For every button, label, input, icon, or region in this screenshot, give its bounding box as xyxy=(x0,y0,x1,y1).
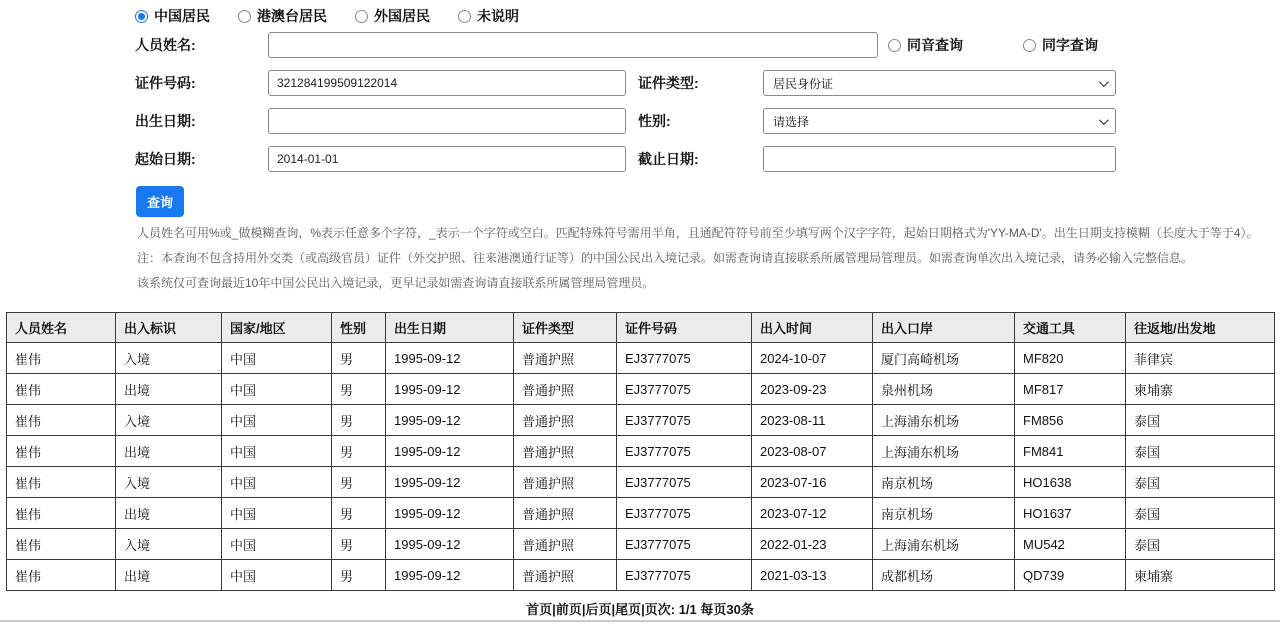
column-header: 证件类型 xyxy=(514,313,617,343)
table-cell: 中国 xyxy=(222,405,332,436)
table-cell: 出境 xyxy=(116,436,222,467)
gender-selected-value: 请选择 xyxy=(773,114,810,129)
table-cell: 泰国 xyxy=(1126,467,1275,498)
table-cell: 崔伟 xyxy=(7,467,116,498)
id-type-select[interactable] xyxy=(763,70,1116,96)
end-date-label: 截止日期: xyxy=(638,151,699,167)
table-cell: 2022-01-23 xyxy=(752,529,873,560)
gender-select[interactable] xyxy=(763,108,1116,134)
radio-label: 外国居民 xyxy=(374,8,430,24)
radio-label: 同字查询 xyxy=(1042,37,1098,53)
table-cell: 上海浦东机场 xyxy=(873,405,1015,436)
help-note-wildcard: 人员姓名可用%或_做模糊查询，%表示任意多个字符，_表示一个字符或空白。匹配特殊符号需用半角，且通配符符号前至少填写两个汉字字符，起始日期格式为'YY-MA-D'。出生日期支持模糊（长度大于等于4）。 xyxy=(137,226,1259,240)
table-cell: QD739 xyxy=(1015,560,1126,591)
table-cell: 男 xyxy=(332,374,386,405)
end-date-input[interactable] xyxy=(763,146,1116,172)
entry-exit-records-table xyxy=(6,312,1275,591)
table-cell: 上海浦东机场 xyxy=(873,529,1015,560)
radio-icon xyxy=(888,39,901,52)
table-cell: 1995-09-12 xyxy=(386,436,514,467)
table-cell: 普通护照 xyxy=(514,560,617,591)
table-cell: 崔伟 xyxy=(7,343,116,374)
table-header xyxy=(7,313,1275,343)
table-cell: 泰国 xyxy=(1126,436,1275,467)
column-header: 出入时间 xyxy=(752,313,873,343)
table-cell: 2023-07-12 xyxy=(752,498,873,529)
table-cell: 入境 xyxy=(116,467,222,498)
table-cell: 2021-03-13 xyxy=(752,560,873,591)
table-cell: 南京机场 xyxy=(873,467,1015,498)
table-cell: 中国 xyxy=(222,498,332,529)
pagination-separator: | xyxy=(641,602,645,617)
table-cell: 崔伟 xyxy=(7,560,116,591)
table-cell: 泰国 xyxy=(1126,498,1275,529)
table-row xyxy=(7,529,1275,560)
table-cell: 菲律宾 xyxy=(1126,343,1275,374)
person-name-input[interactable] xyxy=(268,32,878,58)
table-cell: 男 xyxy=(332,405,386,436)
pagination-link-3[interactable]: 尾页 xyxy=(615,602,642,617)
id-number-label: 证件号码: xyxy=(135,75,196,91)
page-bottom-divider xyxy=(0,620,1280,622)
table-cell: 1995-09-12 xyxy=(386,529,514,560)
table-cell: 中国 xyxy=(222,529,332,560)
column-header: 出入口岸 xyxy=(873,313,1015,343)
table-cell: 泉州机场 xyxy=(873,374,1015,405)
table-cell: 中国 xyxy=(222,374,332,405)
name-match-radio-0[interactable] xyxy=(888,35,963,55)
table-cell: 崔伟 xyxy=(7,529,116,560)
table-row xyxy=(7,560,1275,591)
table-cell: 柬埔寨 xyxy=(1126,560,1275,591)
chevron-down-icon xyxy=(1099,77,1109,87)
table-cell: 1995-09-12 xyxy=(386,467,514,498)
table-cell: 2024-10-07 xyxy=(752,343,873,374)
table-cell: 1995-09-12 xyxy=(386,343,514,374)
table-cell: 普通护照 xyxy=(514,529,617,560)
pagination-bar xyxy=(0,599,1280,618)
column-header: 证件号码 xyxy=(617,313,752,343)
table-cell: 崔伟 xyxy=(7,374,116,405)
table-cell: 1995-09-12 xyxy=(386,560,514,591)
id-type-selected-value: 居民身份证 xyxy=(773,76,834,91)
radio-icon xyxy=(355,10,368,23)
table-cell: 普通护照 xyxy=(514,467,617,498)
table-cell: 男 xyxy=(332,498,386,529)
table-cell: 男 xyxy=(332,529,386,560)
table-cell: 男 xyxy=(332,560,386,591)
table-cell: 中国 xyxy=(222,467,332,498)
table-cell: 入境 xyxy=(116,405,222,436)
table-row xyxy=(7,467,1275,498)
table-cell: 崔伟 xyxy=(7,405,116,436)
radio-icon xyxy=(458,10,471,23)
table-cell: 崔伟 xyxy=(7,498,116,529)
table-cell: HO1638 xyxy=(1015,467,1126,498)
table-cell: EJ3777075 xyxy=(617,436,752,467)
table-cell: 1995-09-12 xyxy=(386,498,514,529)
start-date-label: 起始日期: xyxy=(135,151,196,167)
column-header: 出生日期 xyxy=(386,313,514,343)
column-header: 交通工具 xyxy=(1015,313,1126,343)
table-cell: 成都机场 xyxy=(873,560,1015,591)
table-cell: 2023-07-16 xyxy=(752,467,873,498)
table-cell: 男 xyxy=(332,343,386,374)
radio-label: 未说明 xyxy=(477,8,519,24)
radio-label: 同音查询 xyxy=(907,37,963,53)
table-cell: 1995-09-12 xyxy=(386,374,514,405)
table-row xyxy=(7,374,1275,405)
table-cell: 普通护照 xyxy=(514,374,617,405)
radio-selected-dot xyxy=(138,13,145,20)
table-cell: EJ3777075 xyxy=(617,529,752,560)
table-row xyxy=(7,436,1275,467)
table-row xyxy=(7,343,1275,374)
table-cell: 中国 xyxy=(222,436,332,467)
radio-icon xyxy=(1023,39,1036,52)
page-info: 页次: 1/1 每页30条 xyxy=(644,602,754,617)
table-cell: FM841 xyxy=(1015,436,1126,467)
table-cell: HO1637 xyxy=(1015,498,1126,529)
pagination-separator: | xyxy=(552,602,556,617)
table-cell: EJ3777075 xyxy=(617,498,752,529)
pagination-separator: | xyxy=(581,602,586,617)
table-cell: 出境 xyxy=(116,498,222,529)
start-date-input[interactable] xyxy=(268,146,626,172)
table-cell: 中国 xyxy=(222,560,332,591)
table-cell: 泰国 xyxy=(1126,405,1275,436)
radio-icon xyxy=(238,10,251,23)
column-header: 国家/地区 xyxy=(222,313,332,343)
help-note-exclusion: 注：本查询不包含持用外交类（或高级官员）证件（外交护照、往来港澳通行证等）的中国公民出入境记录。如需查询请直接联系所属管理局管理员。如需查询单次出入境记录，请务必输入完整信息。 xyxy=(137,251,1194,265)
birth-date-input[interactable] xyxy=(268,108,626,134)
pagination-link-1[interactable]: 前页 xyxy=(555,602,582,617)
resident-type-radio-3[interactable] xyxy=(458,6,519,26)
table-body xyxy=(7,343,1275,591)
table-cell: 普通护照 xyxy=(514,343,617,374)
pagination-link-0[interactable]: 首页 xyxy=(526,602,553,617)
table-cell: 泰国 xyxy=(1126,529,1275,560)
table-cell: 1995-09-12 xyxy=(386,405,514,436)
pagination-separator: | xyxy=(611,602,616,617)
resident-type-radio-group xyxy=(135,6,519,26)
table-cell: EJ3777075 xyxy=(617,467,752,498)
table-cell: EJ3777075 xyxy=(617,405,752,436)
chevron-down-icon xyxy=(1099,115,1109,125)
table-cell: 厦门高崎机场 xyxy=(873,343,1015,374)
table-cell: 柬埔寨 xyxy=(1126,374,1275,405)
table-cell: 中国 xyxy=(222,343,332,374)
help-note-ten-years: 该系统仅可查询最近10年中国公民出入境记录，更早记录如需查询请直接联系所属管理局管理员。 xyxy=(137,276,655,290)
table-cell: 南京机场 xyxy=(873,498,1015,529)
table-cell: 2023-08-07 xyxy=(752,436,873,467)
name-match-radio-1[interactable] xyxy=(1023,35,1098,55)
radio-label: 中国居民 xyxy=(154,8,210,24)
resident-type-radio-1[interactable] xyxy=(238,6,327,26)
radio-icon xyxy=(135,10,148,23)
table-cell: 男 xyxy=(332,436,386,467)
table-header-row xyxy=(7,313,1275,343)
table-row xyxy=(7,405,1275,436)
pagination-link-2[interactable]: 后页 xyxy=(585,602,612,617)
query-button[interactable]: 查询 xyxy=(136,186,184,217)
table-cell: 普通护照 xyxy=(514,498,617,529)
table-cell: MU542 xyxy=(1015,529,1126,560)
column-header: 性别 xyxy=(332,313,386,343)
table-cell: 出境 xyxy=(116,374,222,405)
table-cell: EJ3777075 xyxy=(617,560,752,591)
table-cell: 男 xyxy=(332,467,386,498)
table-cell: 2023-08-11 xyxy=(752,405,873,436)
table-cell: 入境 xyxy=(116,343,222,374)
gender-label: 性别: xyxy=(638,113,671,129)
table-cell: 普通护照 xyxy=(514,405,617,436)
id-type-label: 证件类型: xyxy=(638,75,699,91)
table-cell: FM856 xyxy=(1015,405,1126,436)
table-cell: 崔伟 xyxy=(7,436,116,467)
table-cell: 2023-09-23 xyxy=(752,374,873,405)
table-cell: MF817 xyxy=(1015,374,1126,405)
id-number-input[interactable] xyxy=(268,70,626,96)
birth-date-label: 出生日期: xyxy=(135,113,196,129)
person-name-label: 人员姓名: xyxy=(135,37,196,53)
table-cell: EJ3777075 xyxy=(617,374,752,405)
radio-label: 港澳台居民 xyxy=(257,8,327,24)
table-cell: EJ3777075 xyxy=(617,343,752,374)
resident-type-radio-2[interactable] xyxy=(355,6,430,26)
table-row xyxy=(7,498,1275,529)
column-header: 出入标识 xyxy=(116,313,222,343)
table-cell: MF820 xyxy=(1015,343,1126,374)
table-cell: 上海浦东机场 xyxy=(873,436,1015,467)
table-cell: 普通护照 xyxy=(514,436,617,467)
column-header: 人员姓名 xyxy=(7,313,116,343)
column-header: 往返地/出发地 xyxy=(1126,313,1275,343)
table-cell: 入境 xyxy=(116,529,222,560)
resident-type-radio-0[interactable] xyxy=(135,6,210,26)
table-cell: 出境 xyxy=(116,560,222,591)
name-match-mode-radio-group xyxy=(888,32,1098,58)
